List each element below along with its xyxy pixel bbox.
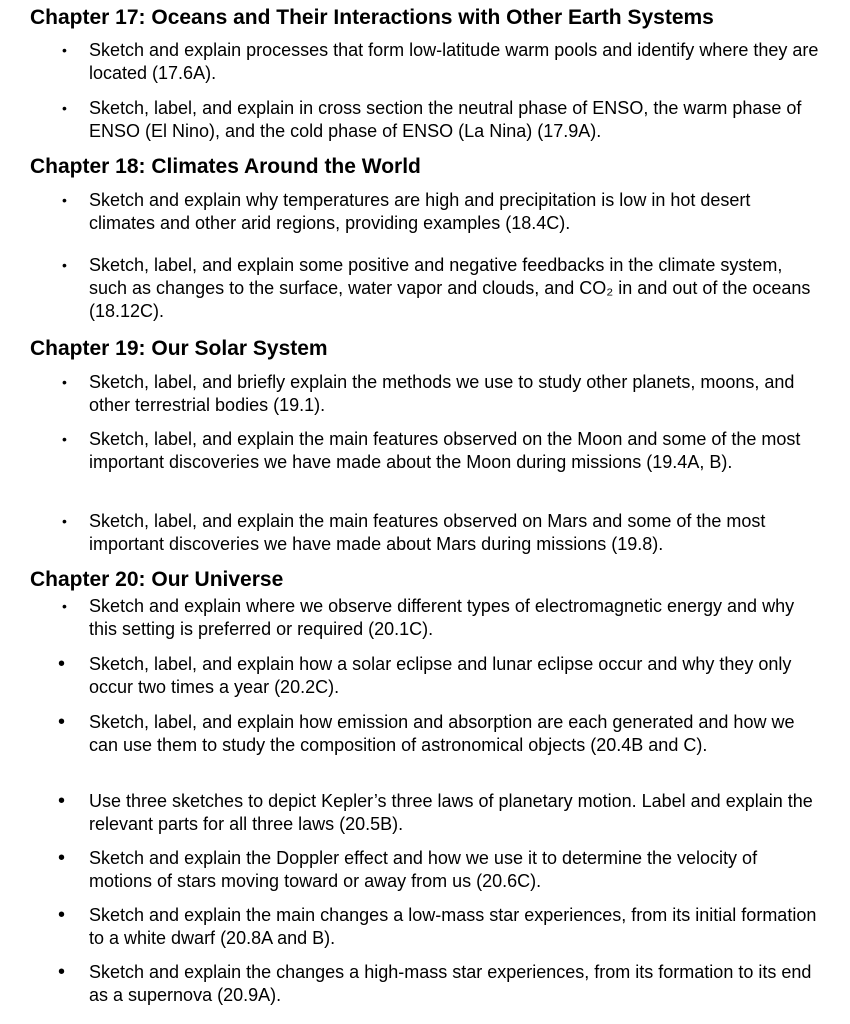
bullet-icon: •: [58, 790, 66, 812]
list-item: [58, 711, 819, 757]
chapter-17-heading: Chapter 17: Oceans and Their Interactions with Other Earth Systems: [30, 6, 714, 29]
list-item-text: Sketch, label, and briefly explain the methods we use to study other planets, moons, and other terrestrial bodies (19.1).: [89, 372, 795, 415]
list-item: [62, 97, 819, 143]
list-item-text: Sketch, label, and explain how emission and absorption are each generated and how we can use them to study the composition of astronomical objects (20.4B and C).: [89, 712, 795, 755]
bullet-icon: •: [58, 653, 66, 675]
list-item: [58, 961, 819, 1007]
list-item-text: Use three sketches to depict Kepler’s three laws of planetary motion. Label and explain the relevant parts for all three laws (20.5B).: [89, 791, 813, 834]
bullet-icon: •: [58, 904, 66, 926]
chapter-20-heading: Chapter 20: Our Universe: [30, 568, 284, 591]
chapter-19-heading: Chapter 19: Our Solar System: [30, 337, 328, 360]
list-item: [62, 39, 819, 85]
list-item-text: Sketch, label, and explain in cross section the neutral phase of ENSO, the warm phase of ENSO (El Nino), and the cold phase of ENSO (La Nina) (17.9A).: [89, 98, 802, 141]
list-item: [62, 428, 819, 474]
bullet-icon: •: [62, 374, 67, 390]
list-item: [58, 790, 819, 836]
bullet-icon: •: [62, 431, 67, 447]
bullet-icon: •: [58, 961, 66, 983]
list-item-text: Sketch and explain where we observe different types of electromagnetic energy and why this setting is preferred or required (20.1C).: [89, 596, 795, 639]
list-item-text: Sketch and explain the main changes a low-mass star experiences, from its initial formation to a white dwarf (20.8A and B).: [89, 905, 817, 948]
list-item: [62, 510, 819, 556]
bullet-icon: •: [58, 711, 66, 733]
list-item: [58, 847, 819, 893]
bullet-icon: •: [62, 598, 67, 614]
list-item-text: Sketch and explain why temperatures are high and precipitation is low in hot desert climates and other arid regions, providing examples (18.4C).: [89, 190, 751, 233]
bullet-icon: •: [62, 100, 67, 116]
list-item-text: Sketch, label, and explain some positive and negative feedbacks in the climate system, such as changes to the surface, water vapor and clouds, and CO₂ in and out of the oceans (18.12C).: [89, 255, 811, 321]
bullet-icon: •: [62, 42, 67, 58]
list-item: [62, 254, 819, 323]
bullet-icon: •: [62, 513, 67, 529]
list-item: [62, 595, 819, 641]
bullet-icon: •: [62, 257, 67, 273]
list-item-text: Sketch and explain the changes a high-mass star experiences, from its formation to its end as a supernova (20.9A).: [89, 962, 812, 1005]
list-item: [58, 904, 819, 950]
chapter-18-heading: Chapter 18: Climates Around the World: [30, 155, 421, 178]
list-item-text: Sketch, label, and explain how a solar eclipse and lunar eclipse occur and why they only occur two times a year (20.2C).: [89, 654, 792, 697]
list-item-text: Sketch and explain the Doppler effect and how we use it to determine the velocity of motions of stars moving toward or away from us (20.6C).: [89, 848, 758, 891]
list-item: [62, 371, 819, 417]
bullet-icon: •: [58, 847, 66, 869]
bullet-icon: •: [62, 192, 67, 208]
list-item: [58, 653, 819, 699]
list-item-text: Sketch, label, and explain the main features observed on Mars and some of the most important discoveries we have made about Mars during missions (19.8).: [89, 511, 766, 554]
list-item: [62, 189, 819, 235]
list-item-text: Sketch and explain processes that form low-latitude warm pools and identify where they are located (17.6A).: [89, 40, 819, 83]
list-item-text: Sketch, label, and explain the main features observed on the Moon and some of the most important discoveries we have made about the Moon during missions (19.4A, B).: [89, 429, 801, 472]
